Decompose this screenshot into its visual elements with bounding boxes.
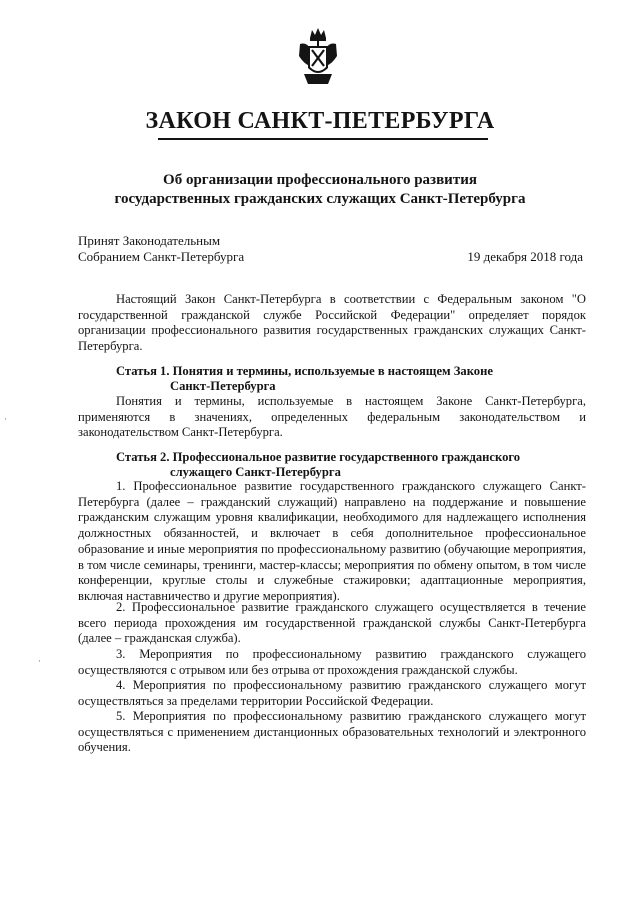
law-title: ЗАКОН САНКТ-ПЕТЕРБУРГА <box>145 108 495 134</box>
article-2-item-5: 5. Мероприятия по профессиональному развитию гражданского служащего могут осуществляться с применением дистанционных образовательных технологий и электронного обучения. <box>78 709 586 755</box>
article-1-heading-line-2: Санкт-Петербурга <box>170 379 276 393</box>
article-2-item-3: 3. Мероприятия по профессиональному развитию гражданского служащего осуществляются с отрывом или без отрыва от прохождения гражданской службы. <box>78 647 586 677</box>
article-2-item-2: 2. Профессиональное развитие гражданского служащего осуществляется в течение всего периода прохождения им государственной гражданской службы Санкт-Петербурга (далее – гражданская служба). <box>78 600 586 646</box>
article-1-heading <box>116 364 596 394</box>
article-2-heading-line-1: Статья 2. Профессиональное развитие государственного гражданского <box>116 450 521 464</box>
article-2-heading-line-2: служащего Санкт-Петербурга <box>170 465 341 479</box>
document-subtitle <box>40 171 600 209</box>
adopted-date: 19 декабря 2018 года <box>467 249 583 264</box>
adopted-by <box>78 233 244 265</box>
article-2-item-4: 4. Мероприятия по профессиональному развитию гражданского служащего могут осуществляться за пределами территории Российской Федерации. <box>78 678 586 708</box>
scan-mark: · <box>4 414 7 424</box>
article-2-item-1: 1. Профессиональное развитие государственного гражданского служащего Санкт-Петербурга (далее – гражданский служащий) направлено на поддержание и повышение гражданским служащим уровня квалификации, необходимого для надлежащего исполнения должностных обязанностей, и включает в себя дополнительное профессиональное образование и иные мероприятия по профессиональному развитию (обучающие мероприятия, в том числе семинары, тренинги, мастер-классы; мероприятия по обмену опытом, в том числе конференции, круглые столы и служебные стажировки; адаптационные мероприятия, включая наставничество и другие мероприятия). <box>78 479 586 603</box>
subtitle-line-1: Об организации профессионального развития <box>163 172 477 188</box>
coat-of-arms-icon <box>296 26 340 86</box>
adopted-line-2: Собранием Санкт-Петербурга <box>78 249 245 264</box>
article-1-text: Понятия и термины, используемые в настоящем Законе Санкт-Петербурга, применяются в значениях, определенных федеральным законодательством и законодательством Санкт-Петербурга. <box>78 394 586 440</box>
adopted-line-1: Принят Законодательным <box>78 233 221 248</box>
preamble-paragraph: Настоящий Закон Санкт-Петербурга в соответствии с Федеральным законом "О государственной гражданской службе Российской Федерации" определяет порядок организации профессионального развития государственных гражданских служащих Санкт-Петербурга. <box>78 292 586 354</box>
article-2-heading <box>116 450 596 480</box>
title-underline <box>158 138 488 140</box>
scan-mark: · <box>38 656 41 666</box>
article-1-heading-line-1: Статья 1. Понятия и термины, используемые в настоящем Законе <box>116 364 493 378</box>
subtitle-line-2: государственных гражданских служащих Санкт-Петербурга <box>114 191 526 207</box>
